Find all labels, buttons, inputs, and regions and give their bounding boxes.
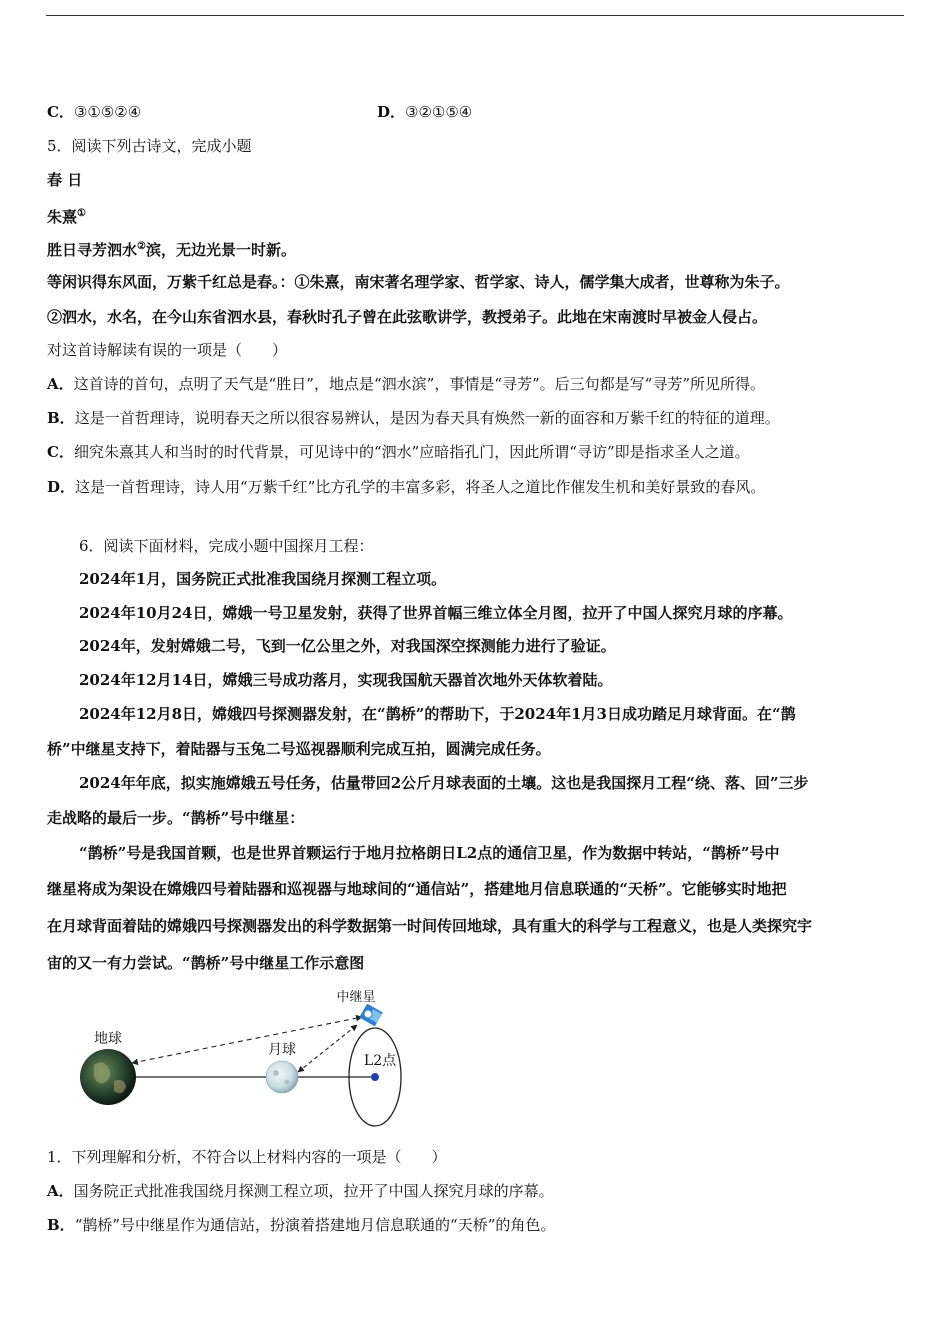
q6-line-10: 继星将成为架设在嫦娥四号着陆器和巡视器与地球间的“通信站”，搭建地月信息联通的“天桥”。它能够实时地把 <box>47 880 787 898</box>
q5-option-d[interactable]: D．这是一首哲理诗，诗人用“万紫千红”比方孔学的丰富多彩，将圣人之道比作催发生机和美好景致的春风。 <box>47 478 766 496</box>
l2-point <box>371 1073 379 1081</box>
q5-option-c[interactable]: C．细究朱熹其人和当时的时代背景，可见诗中的“泗水”应暗指孔门，因此所谓“寻访”即是指求圣人之道。 <box>47 443 750 461</box>
earth-label: 地球 <box>94 1031 122 1047</box>
l2-label: L2点 <box>363 1053 397 1069</box>
option-d-prev: D．③②①⑤④ <box>377 103 473 121</box>
moon-icon <box>266 1061 298 1093</box>
q5-option-b[interactable]: B．这是一首哲理诗，说明春天之所以很容易辨认，是因为春天具有焕然一新的面容和万紫千红的特征的道理。 <box>47 409 780 427</box>
q6-line-2: 2024年10月24日，嫦娥一号卫星发射，获得了世界首幅三维立体全月图，拉开了中国人探究月球的序幕。 <box>79 604 793 622</box>
poem-title: 春 日 <box>47 171 83 189</box>
relay-diagram <box>70 985 420 1130</box>
earth-relay-link <box>132 1017 362 1063</box>
q6-line-9: “鹊桥”号是我国首颗，也是世界首颗运行于地月拉格朗日L2点的通信卫星，作为数据中转站，“鹊桥”号中 <box>79 844 780 862</box>
q5-option-a[interactable]: A．这首诗的首句，点明了天气是“胜日”，地点是“泗水滨”，事情是“寻芳”。后三句都是写“寻芳”所见所得。 <box>47 375 765 393</box>
poem-line-2: 等闲识得东风面，万紫千红总是春。：①朱熹，南宋著名理学家、哲学家、诗人，儒学集大成者，世尊称为朱子。 <box>47 273 790 291</box>
q6-heading: 6．阅读下面材料，完成小题中国探月工程： <box>79 537 374 555</box>
poem-author: 朱熹① <box>47 208 86 226</box>
q6-line-5: 2024年12月8日，嫦娥四号探测器发射，在“鹊桥”的帮助下，于2024年1月3日成功踏足月球背面。在“鹊 <box>79 705 796 723</box>
option-c-prev: C．③①⑤②④ <box>47 103 142 121</box>
q5-stem: 对这首诗解读有误的一项是（ ） <box>47 341 288 359</box>
poem-line-1: 胜日寻芳泗水②滨，无边光景一时新。 <box>47 241 296 259</box>
sub1-stem: 1．下列理解和分析，不符合以上材料内容的一项是（ ） <box>47 1148 447 1166</box>
q6-line-3: 2024年，发射嫦娥二号，飞到一亿公里之外，对我国深空探测能力进行了验证。 <box>79 637 616 655</box>
q6-line-7: 2024年年底，拟实施嫦娥五号任务，估量带回2公斤月球表面的土壤。这也是我国探月工程“绕、落、回”三步 <box>79 774 809 792</box>
header-rule <box>46 15 904 16</box>
sub1-option-a[interactable]: A．国务院正式批准我国绕月探测工程立项，拉开了中国人探究月球的序幕。 <box>47 1182 554 1200</box>
q6-line-8: 走战略的最后一步。“鹊桥”号中继星： <box>47 809 305 827</box>
q6-line-1: 2024年1月，国务院正式批准我国绕月探测工程立项。 <box>79 570 447 588</box>
q6-line-6: 桥”中继星支持下，着陆器与玉兔二号巡视器顺利完成互拍，圆满完成任务。 <box>47 740 551 758</box>
relay-label: 中继星 <box>336 990 376 1005</box>
poem-note-2: ②泗水，水名，在今山东省泗水县，春秋时孔子曾在此弦歌讲学，教授弟子。此地在宋南渡时早被金人侵占。 <box>47 308 768 326</box>
q6-line-4: 2024年12月14日，嫦娥三号成功落月，实现我国航天器首次地外天体软着陆。 <box>79 671 613 689</box>
q6-line-11: 在月球背面着陆的嫦娥四号探测器发出的科学数据第一时间传回地球，具有重大的科学与工程意义，也是人类探究宇 <box>47 917 813 935</box>
relay-satellite-icon <box>359 1004 383 1027</box>
sub1-option-b[interactable]: B．“鹊桥”号中继星作为通信站，扮演着搭建地月信息联通的“天桥”的角色。 <box>47 1216 556 1234</box>
moon-relay-link <box>298 1025 357 1072</box>
q6-line-12: 宙的又一有力尝试。“鹊桥”号中继星工作示意图 <box>47 954 365 972</box>
q5-heading: 5．阅读下列古诗文，完成小题 <box>47 137 252 155</box>
moon-label: 月球 <box>268 1042 296 1058</box>
